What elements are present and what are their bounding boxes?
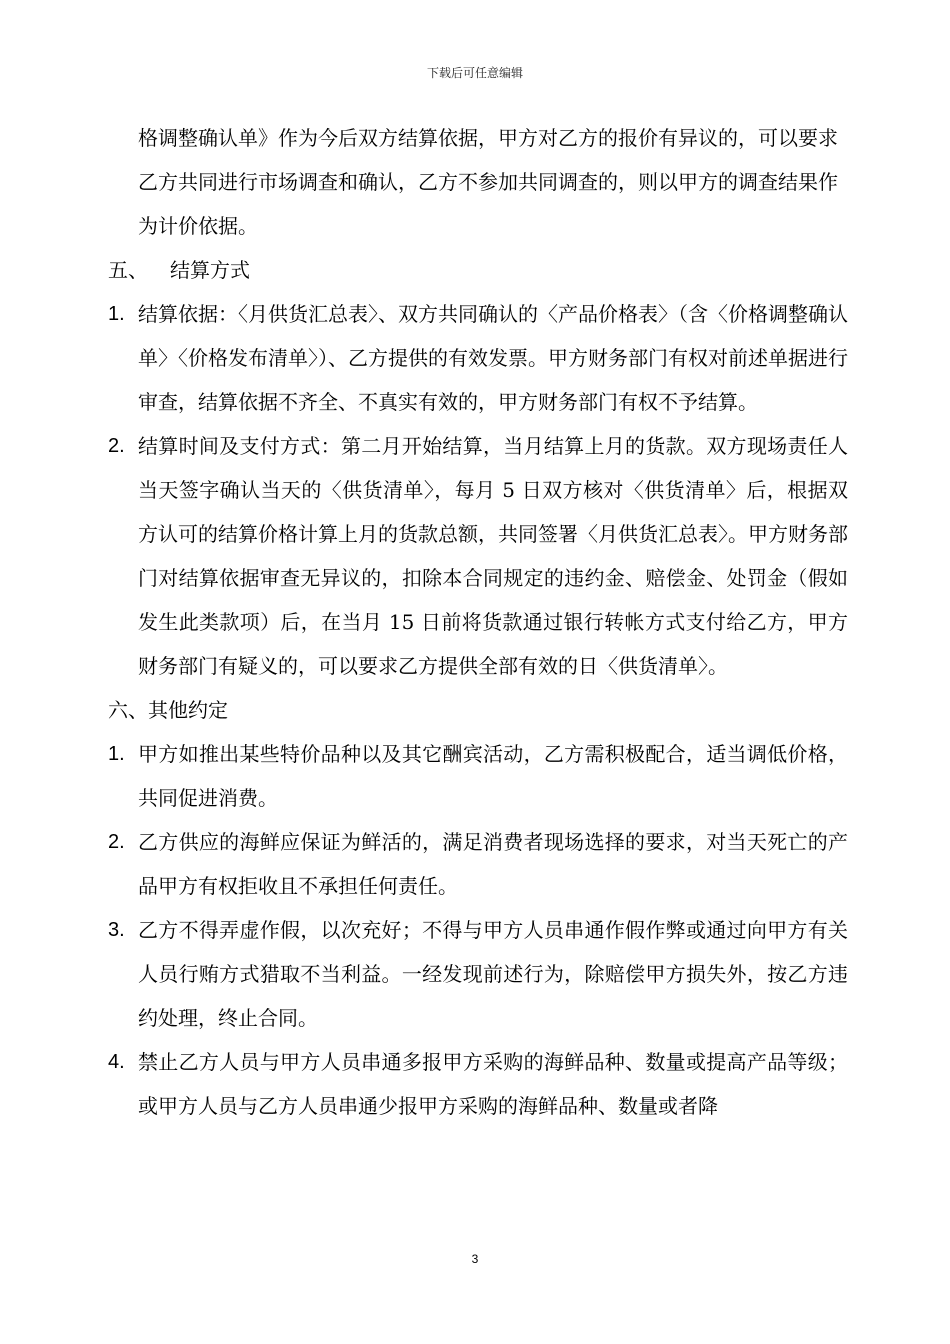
item-text: 结算依据：〈月供货汇总表〉、双方共同确认的〈产品价格表〉（含〈价格调整确认单〉〈价格发布清单〉）、乙方提供的有效发票。甲方财务部门有权对前述单据进行审查，结算依据不齐全、不真实有效的，甲方财务部门有权不予结算。 (138, 302, 848, 414)
document-body (108, 116, 848, 1128)
item-number: 1. (108, 743, 125, 765)
list-item (108, 1040, 848, 1128)
section-heading-5 (108, 248, 848, 292)
list-item (108, 292, 848, 424)
item-text: 甲方如推出某些特价品种以及其它酬宾活动，乙方需积极配合，适当调低价格，共同促进消费。 (138, 742, 848, 810)
item-text: 结算时间及支付方式：第二月开始结算，当月结算上月的货款。双方现场责任人当天签字确认当天的〈供货清单〉，每月 5 日双方核对〈供货清单〉后，根据双方认可的结算价格计算上月的货款总额，共同签署〈月供货汇总表〉。甲方财务部门对结算依据审查无异议的，扣除本合同规定的违约金、赔偿金、处罚金（假如发生此类款项）后，在当月 15 日前将货款通过银行转帐方式支付给乙方，甲方财务部门有疑义的，可以要求乙方提供全部有效的日〈供货清单〉。 (138, 434, 848, 678)
list-item (108, 732, 848, 820)
section-title: 结算方式 (170, 258, 250, 282)
item-number: 2. (108, 435, 125, 457)
item-number: 4. (108, 1051, 125, 1073)
item-number: 3. (108, 919, 125, 941)
item-text: 乙方不得弄虚作假，以次充好；不得与甲方人员串通作假作弊或通过向甲方有关人员行贿方式猎取不当利益。一经发现前述行为，除赔偿甲方损失外，按乙方违约处理，终止合同。 (138, 918, 848, 1030)
item-number: 2. (108, 831, 125, 853)
page-number: 3 (471, 1252, 479, 1266)
section-number: 五、 (108, 258, 148, 282)
item-text: 乙方供应的海鲜应保证为鲜活的，满足消费者现场选择的要求，对当天死亡的产品甲方有权拒收且不承担任何责任。 (138, 830, 848, 898)
list-item (108, 908, 848, 1040)
list-item (108, 820, 848, 908)
section-heading-6: 六、其他约定 (108, 698, 228, 722)
item-text: 禁止乙方人员与甲方人员串通多报甲方采购的海鲜品种、数量或提高产品等级；或甲方人员与乙方人员串通少报甲方采购的海鲜品种、数量或者降 (138, 1050, 848, 1118)
continuation-paragraph: 格调整确认单》作为今后双方结算依据，甲方对乙方的报价有异议的，可以要求乙方共同进行市场调查和确认，乙方不参加共同调查的，则以甲方的调查结果作为计价依据。 (138, 126, 838, 238)
item-number: 1. (108, 303, 125, 325)
page-header: 下载后可任意编辑 (426, 66, 523, 80)
list-item (108, 424, 848, 688)
